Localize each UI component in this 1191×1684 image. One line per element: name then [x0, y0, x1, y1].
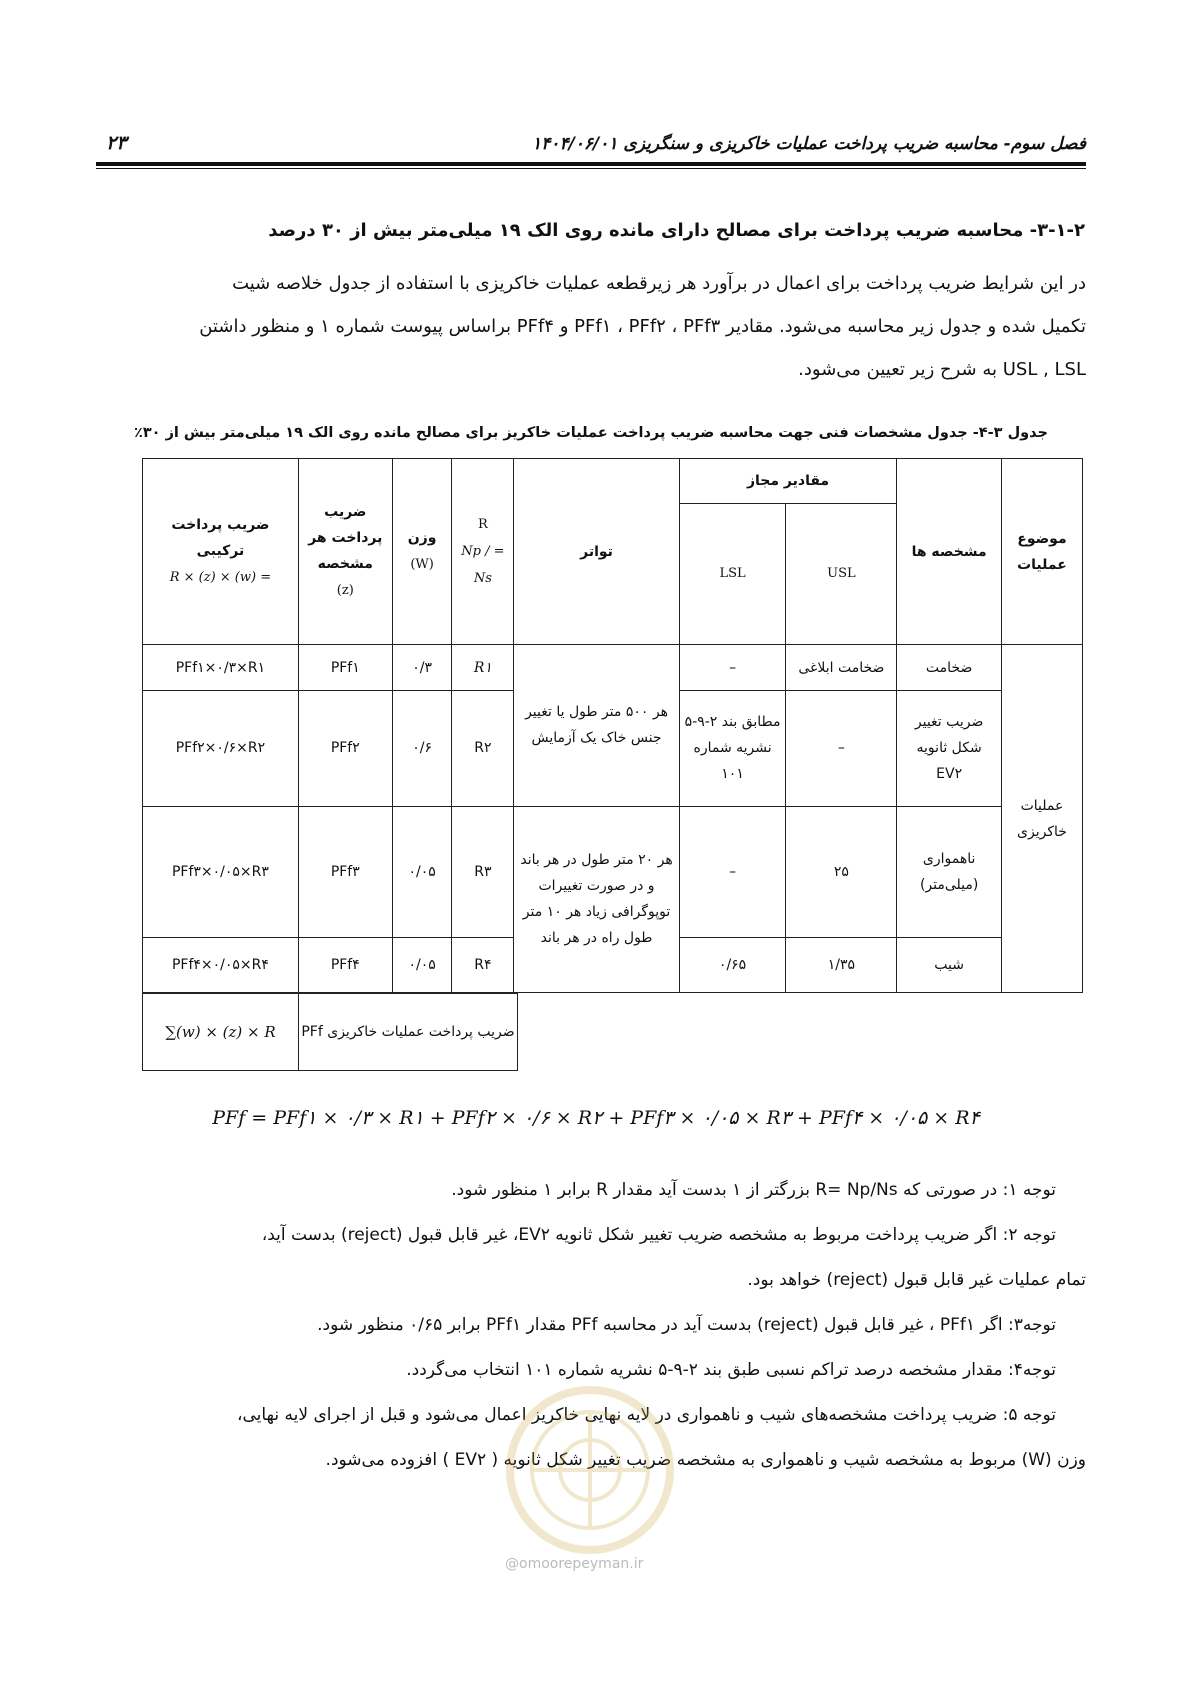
cell-r: R۴ — [452, 937, 514, 992]
watermark-url: @omoorepeyman.ir — [505, 1556, 644, 1572]
th-limits: مقادیر مجاز — [679, 459, 897, 504]
header-rule — [96, 162, 1086, 166]
cell-combined: PFf۴×۰/۰۵×R۴ — [143, 937, 299, 992]
section-heading: ۳-۱-۲- محاسبه ضریب پرداخت برای مصالح دارای مانده روی الک ۱۹ میلی‌متر بیش از ۳۰ درصد — [268, 220, 1085, 241]
th-r-label: R — [478, 517, 488, 533]
th-r-eq: = Np / Ns — [461, 544, 505, 587]
cell-usl: ضخامت ابلاغی — [786, 645, 897, 690]
th-weight — [392, 459, 452, 645]
cell-lsl: – — [679, 806, 786, 937]
cell-weight: ۰/۰۵ — [392, 806, 452, 937]
cell-r: R۳ — [452, 806, 514, 937]
spec-table — [142, 458, 1083, 993]
cell-combined: PFf۲×۰/۶×R۲ — [143, 690, 299, 806]
cell-usl: – — [786, 690, 897, 806]
summary-label: ضریب پرداخت عملیات خاکریزی PFf — [299, 994, 518, 1071]
cell-z: PFf۴ — [298, 937, 392, 992]
table-row — [143, 645, 1083, 690]
th-weight-label: وزن — [407, 530, 437, 547]
th-spec: مشخصه ها — [897, 459, 1002, 645]
cell-spec: ضریب تغییر شکل ثانویه EV۲ — [897, 690, 1002, 806]
th-pf-each-sym: (z) — [336, 583, 354, 599]
cell-z: PFf۲ — [298, 690, 392, 806]
intro-paragraph — [146, 262, 1086, 391]
th-weight-sym: (W) — [410, 557, 434, 573]
th-r — [452, 459, 514, 645]
note-5: توجه ۵: ضریب پرداخت مشخصه‌های شیب و ناهمواری در لایه نهایی خاکریز اعمال می‌شود و قبل از اجرای لایه نهایی، — [236, 1405, 1056, 1425]
watermark-logo — [500, 1380, 680, 1560]
th-usl: USL — [786, 504, 897, 645]
cell-usl: ۱/۳۵ — [786, 937, 897, 992]
cell-operation: عملیات خاکریزی — [1001, 645, 1082, 993]
cell-z: PFf۳ — [298, 806, 392, 937]
cell-lsl: – — [679, 645, 786, 690]
summary-formula: ∑(w) × (z) × R — [143, 994, 299, 1071]
cell-spec: ناهمواری (میلی‌متر) — [897, 806, 1002, 937]
cell-frequency: هر ۵۰۰ متر طول یا تغییر جنس خاک یک آزمایش — [514, 645, 679, 806]
cell-lsl: ۰/۶۵ — [679, 937, 786, 992]
cell-combined: PFf۱×۰/۳×R۱ — [143, 645, 299, 690]
th-pf-comb — [143, 459, 299, 645]
paragraph-line: در این شرایط ضریب پرداخت برای اعمال در برآورد هر زیرقطعه عملیات خاکریزی با استفاده از جدول خلاصه شیت — [232, 273, 1086, 294]
paragraph-line: تکمیل شده و جدول زیر محاسبه می‌شود. مقادیر PFf۱ ، PFf۲ ، PFf۳ و PFf۴ براساس پیوست شماره ۱ و منظور داشتن — [199, 316, 1086, 337]
cell-weight: ۰/۳ — [392, 645, 452, 690]
th-pf-each — [298, 459, 392, 645]
page-number: ۲۳ — [106, 132, 127, 154]
header-title: فصل سوم- محاسبه ضریب پرداخت عملیات خاکریزی و سنگریزی ۱۴۰۴/۰۶/۰۱ — [532, 134, 1086, 154]
cell-r: R۱ — [452, 645, 514, 690]
cell-spec: ضخامت — [897, 645, 1002, 690]
th-pf-each-label: ضریب پرداخت هر مشخصه — [308, 504, 383, 573]
cell-z: PFf۱ — [298, 645, 392, 690]
note-3: توجه۳: اگر PFf۱ ، غیر قابل قبول (reject) بدست آید در محاسبه PFf مقدار PFf۱ برابر ۰/۶۵ منظور شود. — [317, 1315, 1056, 1335]
paragraph-line: USL , LSL به شرح زیر تعیین می‌شود. — [798, 359, 1086, 380]
summary-table — [142, 993, 518, 1071]
note-1: توجه ۱: در صورتی که R= Np/Ns بزرگتر از ۱ بدست آید مقدار R برابر ۱ منظور شود. — [451, 1180, 1056, 1200]
table-caption: جدول ۳-۴- جدول مشخصات فنی جهت محاسبه ضریب پرداخت عملیات خاکریز برای مصالح مانده روی الک ۱۹ میلی‌متر بیش از ۳۰٪ — [133, 425, 1048, 441]
note-2: توجه ۲: اگر ضریب پرداخت مربوط به مشخصه ضریب تغییر شکل ثانویه EV۲، غیر قابل قبول (reject) بدست آید، — [261, 1225, 1056, 1245]
cell-combined: PFf۳×۰/۰۵×R۳ — [143, 806, 299, 937]
cell-lsl: مطابق بند ۲-۹-۵ نشریه شماره ۱۰۱ — [679, 690, 786, 806]
pf-formula: PFf = PFf۱ × ۰/۳ × R۱ + PFf۲ × ۰/۶ × R۲ + PFf۳ × ۰/۰۵ × R۳ + PFf۴ × ۰/۰۵ × R۴ — [212, 1107, 980, 1129]
cell-usl: ۲۵ — [786, 806, 897, 937]
th-operation: موضوع عملیات — [1001, 459, 1082, 645]
cell-weight: ۰/۰۵ — [392, 937, 452, 992]
table-row — [143, 806, 1083, 937]
th-pf-comb-label: ضریب پرداخت ترکیبی — [171, 517, 270, 560]
header-rule-thin — [96, 168, 1086, 169]
note-5-cont: وزن (W) مربوط به مشخصه شیب و ناهمواری به مشخصه ضریب تغییر شکل ثانویه ( EV۲ ) افزوده می‌شود. — [325, 1450, 1086, 1470]
cell-weight: ۰/۶ — [392, 690, 452, 806]
cell-frequency: هر ۲۰ متر طول در هر باند و در صورت تغییرات توپوگرافی زیاد هر ۱۰ متر طول راه در هر باند — [514, 806, 679, 992]
th-pf-comb-formula: = (w) × (z) × R — [169, 570, 272, 586]
cell-r: R۲ — [452, 690, 514, 806]
note-4: توجه۴: مقدار مشخصه درصد تراکم نسبی طبق بند ۲-۹-۵ نشریه شماره ۱۰۱ انتخاب می‌گردد. — [406, 1360, 1056, 1380]
th-lsl: LSL — [679, 504, 786, 645]
th-frequency: تواتر — [514, 459, 679, 645]
note-2-cont: تمام عملیات غیر قابل قبول (reject) خواهد بود. — [747, 1270, 1086, 1290]
cell-spec: شیب — [897, 937, 1002, 992]
